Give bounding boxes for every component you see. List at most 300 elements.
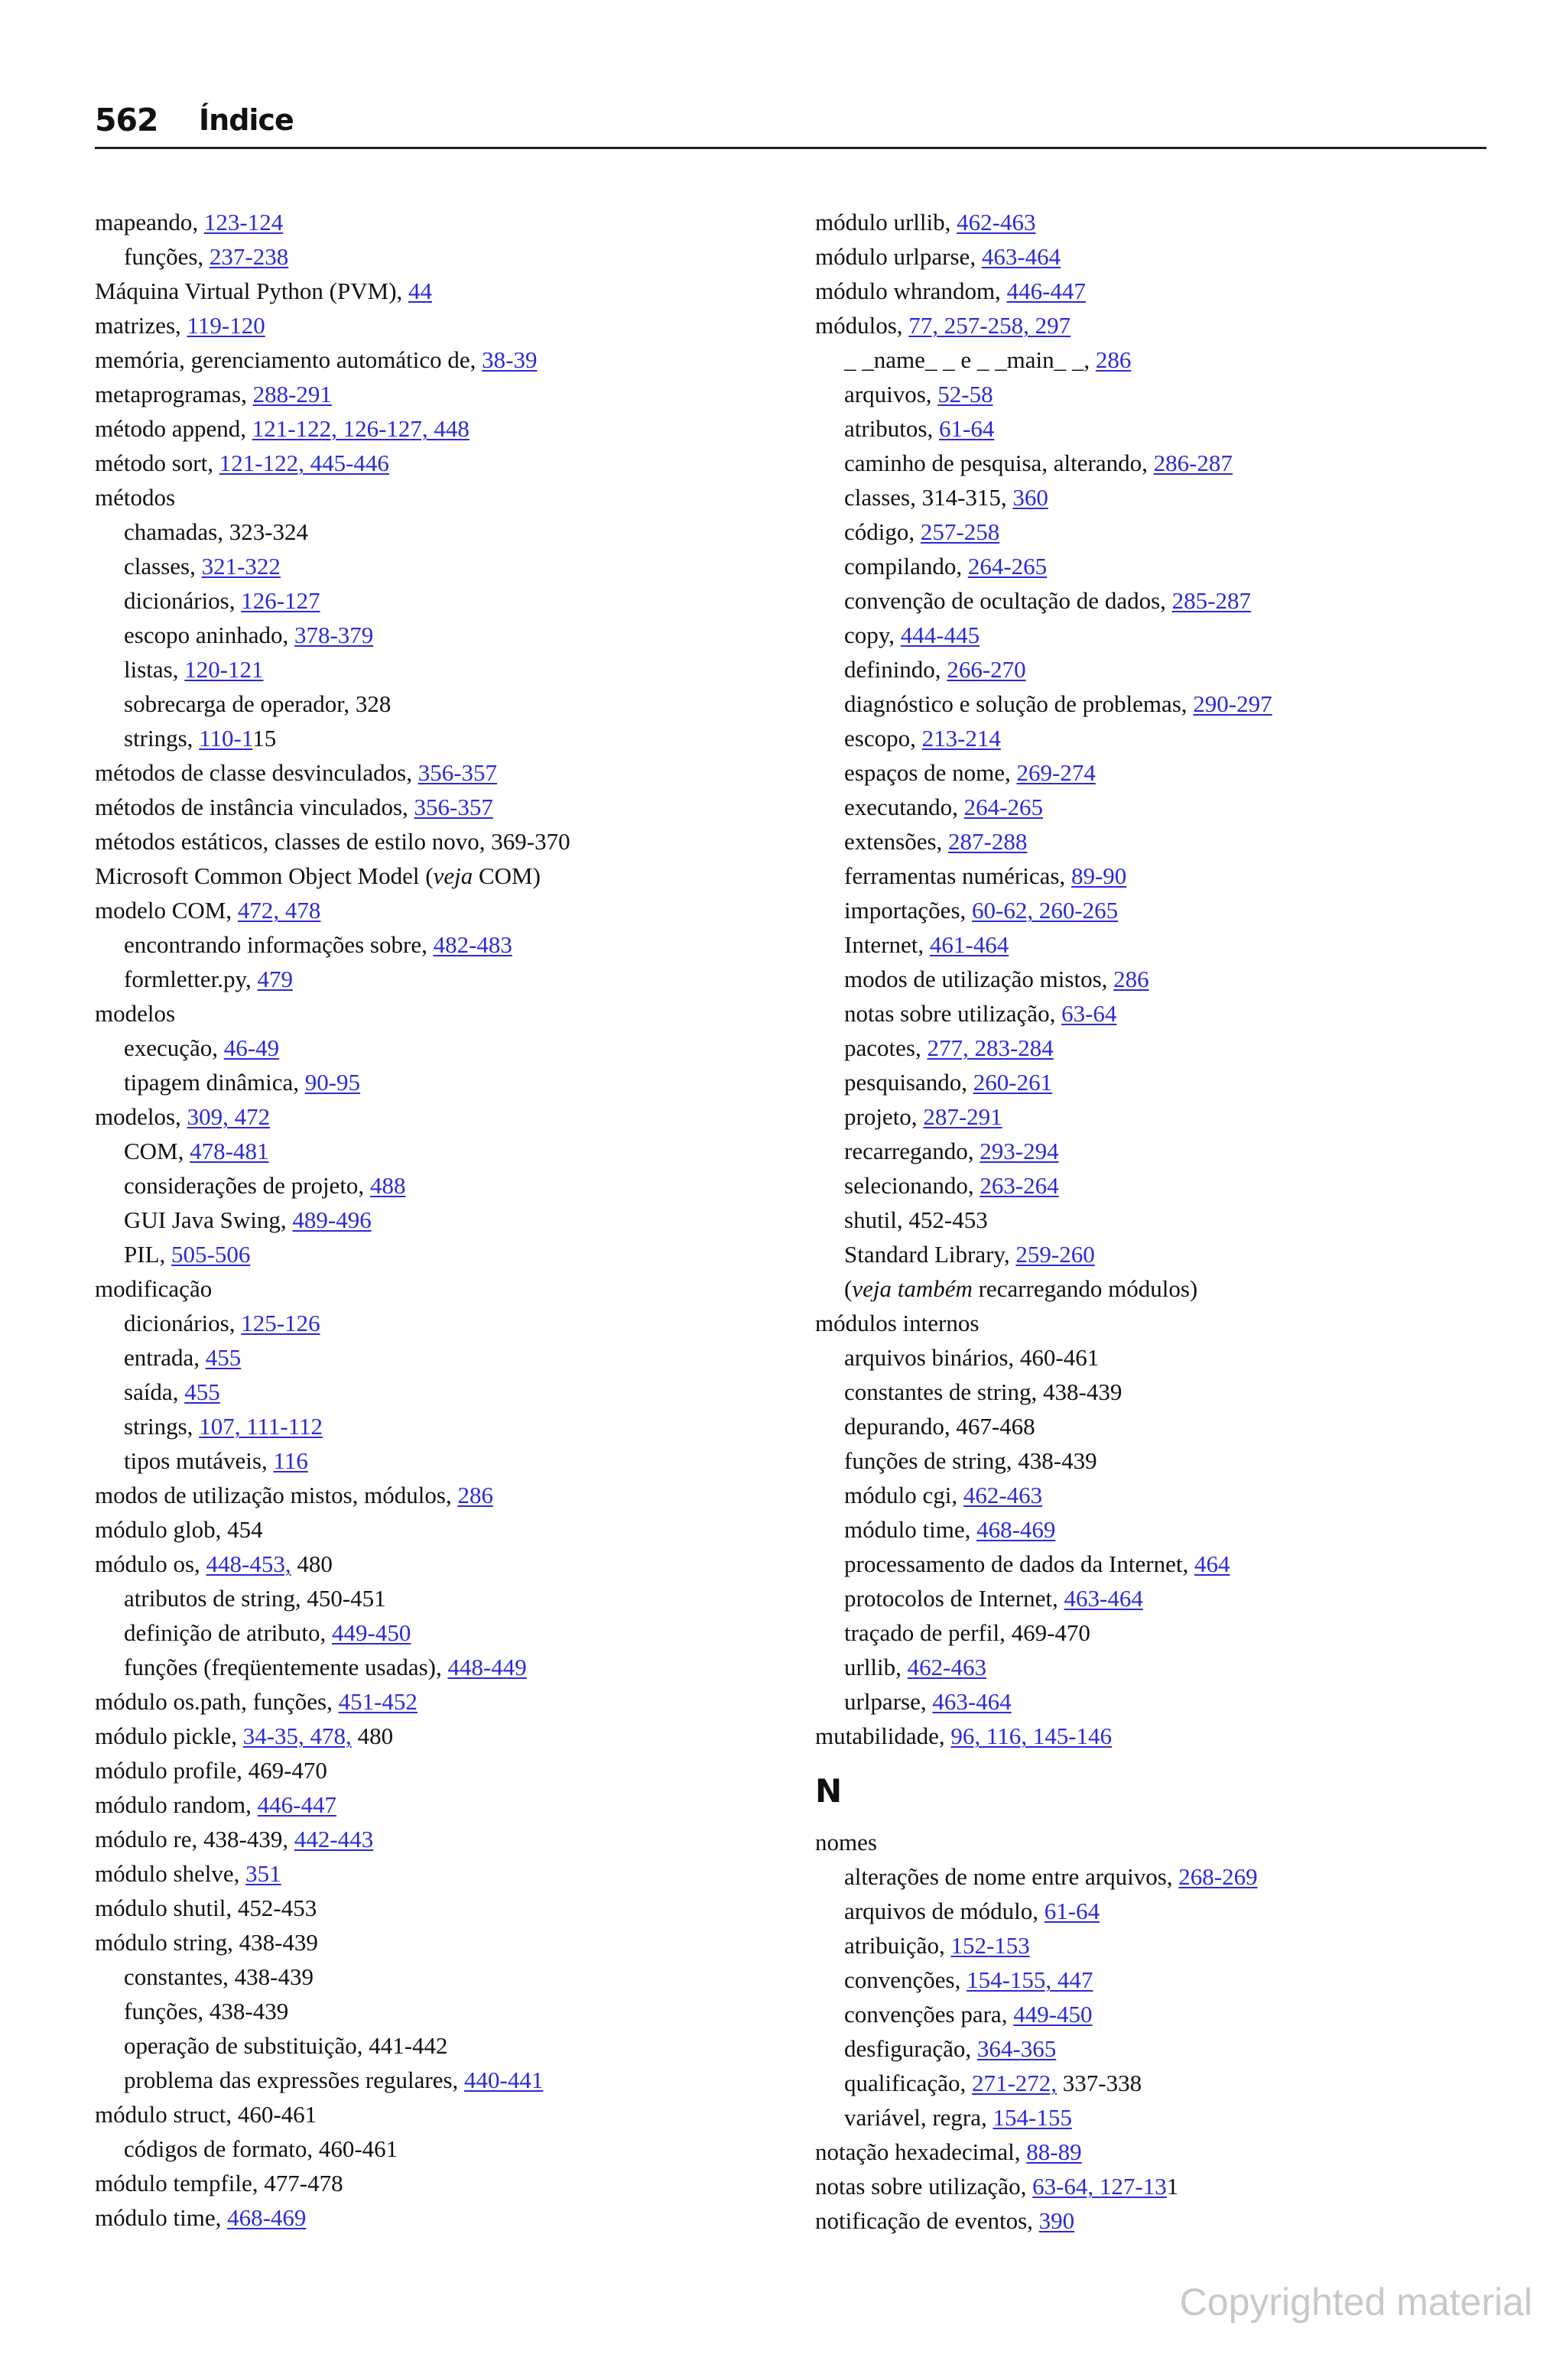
entry-term: GUI Java Swing,: [124, 1206, 293, 1233]
index-entry: [95, 1271, 798, 1306]
entry-term: qualificação,: [844, 2070, 972, 2096]
entry-term: strings,: [124, 725, 200, 752]
entry-term: funções de string, 438-439: [844, 1447, 1097, 1474]
index-subentry: [95, 1375, 798, 1409]
index-entry: [815, 308, 1488, 343]
index-entry: [95, 2200, 798, 2235]
index-entry: [815, 1306, 1488, 1340]
index-section-m-continued: [815, 205, 1488, 1753]
index-subentry: [95, 618, 798, 652]
index-subentry: [815, 1409, 1488, 1443]
entry-term: módulo time,: [95, 2204, 228, 2231]
entry-term: extensões,: [844, 828, 949, 855]
entry-term: notas sobre utilização,: [815, 2173, 1033, 2200]
entry-term: saída,: [124, 1378, 185, 1405]
entry-italic: veja também: [852, 1275, 973, 1302]
index-entry: [815, 205, 1488, 239]
entry-term: compilando,: [844, 553, 968, 580]
page-reference-link[interactable]: 442-443: [294, 1826, 374, 1852]
page-reference-link[interactable]: 119-120: [187, 312, 265, 339]
entry-term: módulo cgi,: [844, 1482, 963, 1508]
entry-term: atributos,: [844, 415, 939, 442]
page-reference-text: 337-338: [1057, 2070, 1142, 2096]
page-reference-link[interactable]: 44: [408, 278, 433, 304]
entry-term: operação de substituição, 441-442: [124, 2032, 448, 2059]
entry-term: pesquisando,: [844, 1069, 973, 1096]
page-reference-link[interactable]: 96, 116, 145-146: [950, 1722, 1113, 1749]
page-reference-link[interactable]: 293-294: [980, 1138, 1059, 1164]
page-reference-link[interactable]: 463-464: [1064, 1585, 1143, 1612]
entry-term: memória, gerenciamento automático de,: [95, 346, 482, 373]
page-reference-link[interactable]: 286: [1113, 966, 1149, 992]
page-reference-link[interactable]: 449-450: [1013, 2001, 1093, 2028]
page-reference-link[interactable]: 446-447: [1006, 278, 1086, 304]
index-subentry: [95, 652, 798, 687]
entry-term: formletter.py,: [124, 966, 258, 992]
index-subentry: [815, 377, 1488, 411]
page-reference-link[interactable]: 121-122, 126-127, 448: [252, 415, 469, 442]
page-reference-link[interactable]: 266-270: [947, 656, 1026, 683]
index-entry: [815, 274, 1488, 308]
page-reference-link[interactable]: 482-483: [433, 931, 512, 958]
entry-term: módulo urlparse,: [815, 243, 982, 270]
entry-term: atribuição,: [844, 1932, 951, 1959]
entry-term: convenções para,: [844, 2001, 1014, 2028]
entry-term: modos de utilização mistos, módulos,: [95, 1482, 458, 1508]
index-entry: [815, 239, 1488, 274]
index-subentry: [815, 1684, 1488, 1719]
entry-term: definindo,: [844, 656, 947, 683]
entry-term: escopo aninhado,: [124, 622, 294, 648]
entry-term: Máquina Virtual Python (PVM),: [95, 278, 409, 304]
index-subentry: [815, 480, 1488, 515]
page-reference-link[interactable]: 116: [273, 1447, 308, 1474]
page-reference-link[interactable]: 440-441: [464, 2067, 544, 2093]
entry-term: variável, regra,: [844, 2104, 993, 2131]
entry-term: selecionando,: [844, 1172, 980, 1199]
index-entry: [95, 2097, 798, 2132]
index-entry: [815, 2169, 1488, 2203]
index-subentry: [95, 583, 798, 618]
entry-term: módulo tempfile, 477-478: [95, 2170, 343, 2197]
index-subentry: [815, 1031, 1488, 1065]
page-reference-link[interactable]: 464: [1194, 1550, 1230, 1577]
index-entry: [95, 274, 798, 308]
page-reference-link[interactable]: 446-447: [257, 1791, 336, 1818]
page-reference-link[interactable]: 52-58: [937, 381, 993, 407]
entry-term: módulo random,: [95, 1791, 258, 1818]
index-section-n: [815, 1825, 1488, 2238]
page-reference-link[interactable]: 290-297: [1193, 690, 1272, 717]
page-reference-link[interactable]: 60-62, 260-265: [972, 897, 1119, 924]
page-header: [95, 101, 1486, 151]
index-column-left: [95, 205, 798, 2235]
index-subentry: [815, 515, 1488, 549]
index-entry: [95, 1753, 798, 1787]
index-subentry: [815, 687, 1488, 721]
index-subentry: [95, 239, 798, 274]
entry-term: modelo COM,: [95, 897, 238, 924]
page-reference-link[interactable]: 462-463: [907, 1654, 986, 1680]
page-reference-link[interactable]: 472, 478: [237, 897, 321, 924]
entry-term: considerações de projeto,: [124, 1172, 370, 1199]
page-reference-link[interactable]: 478-481: [190, 1138, 269, 1164]
index-subentry: [95, 1581, 798, 1615]
index-entry: [95, 1719, 798, 1753]
index-subentry: [95, 2028, 798, 2063]
index-entry: [95, 411, 798, 446]
page-reference-link[interactable]: 259-260: [1015, 1241, 1095, 1268]
page-reference-link[interactable]: 288-291: [252, 381, 332, 407]
index-subentry: [95, 1960, 798, 1994]
entry-term: urlparse,: [844, 1688, 933, 1715]
entry-term: módulos,: [815, 312, 909, 339]
entry-term: módulo re, 438-439,: [95, 1826, 294, 1852]
entry-term: método sort,: [95, 450, 219, 476]
index-subentry: [815, 2100, 1488, 2135]
page-reference-text: 15: [252, 725, 277, 752]
index-entry: [95, 1478, 798, 1512]
page-reference-link[interactable]: 463-464: [932, 1688, 1012, 1715]
page-reference-link[interactable]: 269-274: [1016, 759, 1096, 786]
entry-term: mutabilidade,: [815, 1722, 951, 1749]
entry-term: convenções,: [844, 1966, 967, 1993]
entry-term: execução,: [124, 1034, 224, 1061]
entry-term: entrada,: [124, 1344, 206, 1371]
page-reference-link[interactable]: 286: [1095, 346, 1132, 373]
entry-term: projeto,: [844, 1103, 924, 1130]
page-reference-link[interactable]: 257-258: [920, 518, 1000, 545]
index-subentry: [815, 721, 1488, 755]
index-subentry: [815, 1928, 1488, 1963]
index-entry: [95, 480, 798, 515]
entry-term: shutil, 452-453: [844, 1206, 988, 1233]
entry-term: Standard Library,: [844, 1241, 1016, 1268]
entry-term: métodos de classe desvinculados,: [95, 759, 418, 786]
page-reference-link[interactable]: 468-469: [227, 2204, 307, 2231]
entry-term: caminho de pesquisa, alterando,: [844, 450, 1154, 476]
entry-term: métodos de instância vinculados,: [95, 794, 414, 820]
page-reference-link[interactable]: 34-35, 478,: [242, 1722, 352, 1749]
entry-term: método append,: [95, 415, 252, 442]
copyright-watermark: Copyrighted material: [1179, 2281, 1532, 2323]
page-reference-link[interactable]: 364-365: [976, 2035, 1057, 2062]
index-subentry: [815, 1859, 1488, 1894]
page-reference-text: 480: [291, 1550, 333, 1577]
index-entry: [95, 859, 798, 893]
page-reference-link[interactable]: 461-464: [929, 931, 1009, 958]
entry-term: (: [844, 1275, 853, 1302]
page-reference-link[interactable]: 123-124: [203, 209, 284, 235]
index-subentry: [815, 2031, 1488, 2066]
entry-term: módulo shelve,: [95, 1860, 246, 1887]
entry-term: arquivos binários, 460-461: [844, 1344, 1100, 1371]
index-subentry: [815, 1581, 1488, 1615]
index-subentry: [95, 2132, 798, 2166]
entry-term: convenção de ocultação de dados,: [844, 587, 1172, 614]
index-subentry: [95, 1203, 798, 1237]
entry-term: arquivos,: [844, 381, 938, 407]
index-entry: [815, 2135, 1488, 2169]
page-reference-link[interactable]: 455: [205, 1344, 242, 1371]
index-subentry: [95, 1031, 798, 1065]
index-entry: [95, 343, 798, 377]
entry-term: funções,: [124, 243, 210, 270]
entry-term: notação hexadecimal,: [815, 2138, 1027, 2165]
page-reference-link[interactable]: 444-445: [900, 622, 980, 648]
page-reference-link[interactable]: 505-506: [171, 1241, 251, 1268]
page-reference-link[interactable]: 46-49: [223, 1034, 280, 1061]
index-subentry: [815, 1271, 1488, 1306]
index-subentry: [815, 1478, 1488, 1512]
index-subentry: [815, 1894, 1488, 1928]
index-entry: [95, 893, 798, 927]
entry-term: ferramentas numéricas,: [844, 862, 1071, 889]
entry-term: códigos de formato, 460-461: [124, 2135, 398, 2162]
index-entry: [95, 824, 798, 859]
index-subentry: [815, 549, 1488, 583]
page-reference-link[interactable]: 268-269: [1178, 1863, 1258, 1890]
index-subentry: [815, 824, 1488, 859]
entry-term: modos de utilização mistos,: [844, 966, 1114, 992]
entry-term: encontrando informações sobre,: [124, 931, 434, 958]
page-reference-link[interactable]: 287-288: [948, 828, 1028, 855]
index-entry: [95, 996, 798, 1031]
index-entry: [95, 377, 798, 411]
page-reference-link[interactable]: 152-153: [950, 1932, 1030, 1959]
page-reference-link[interactable]: 263-264: [980, 1172, 1059, 1199]
index-subentry: [815, 996, 1488, 1031]
page-reference-link[interactable]: 285-287: [1171, 587, 1251, 614]
entry-term-rest: COM): [473, 862, 541, 889]
page-number: 562: [95, 102, 158, 138]
entry-term: recarregando,: [844, 1138, 980, 1164]
page-reference-link[interactable]: 455: [184, 1378, 220, 1405]
page-reference-link[interactable]: 89-90: [1071, 862, 1127, 889]
index-subentry: [95, 1237, 798, 1271]
page-title: Índice: [199, 103, 294, 137]
entry-term: modelos,: [95, 1103, 187, 1130]
entry-term: alterações de nome entre arquivos,: [844, 1863, 1179, 1890]
index-subentry: [95, 549, 798, 583]
page-reference-link[interactable]: 237-238: [209, 243, 289, 270]
entry-term: depurando, 467-468: [844, 1413, 1035, 1440]
index-subentry: [815, 790, 1488, 824]
entry-term: urllib,: [844, 1654, 908, 1680]
page-reference-link[interactable]: 449-450: [332, 1619, 411, 1646]
index-subentry: [95, 1994, 798, 2028]
index-entry: [95, 1787, 798, 1822]
index-subentry: [815, 1065, 1488, 1099]
index-entry: [95, 790, 798, 824]
entry-term: módulo glob, 454: [95, 1516, 263, 1543]
index-subentry: [95, 1168, 798, 1203]
entry-term: pacotes,: [844, 1034, 928, 1061]
entry-term: problema das expressões regulares,: [124, 2067, 465, 2093]
entry-term: módulo whrandom,: [815, 278, 1007, 304]
index-subentry: [815, 343, 1488, 377]
index-subentry: [95, 1615, 798, 1650]
index-subentry: [815, 652, 1488, 687]
page-reference-link[interactable]: 120-121: [184, 656, 264, 683]
page-reference-link[interactable]: 110-1: [199, 725, 253, 752]
page-reference-link[interactable]: 448-453,: [206, 1550, 291, 1577]
entry-term: metaprogramas,: [95, 381, 253, 407]
entry-term: código,: [844, 518, 921, 545]
index-subentry: [815, 1615, 1488, 1650]
index-entry: [95, 1822, 798, 1856]
page-reference-link[interactable]: 360: [1012, 484, 1048, 511]
page-reference-link[interactable]: 271-272,: [971, 2070, 1058, 2096]
index-entry: [95, 308, 798, 343]
page-reference-link[interactable]: 88-89: [1026, 2138, 1082, 2165]
entry-term: arquivos de módulo,: [844, 1898, 1045, 1924]
page-reference-link[interactable]: 468-469: [976, 1516, 1056, 1543]
entry-term: listas,: [124, 656, 185, 683]
page-reference-link[interactable]: 390: [1038, 2207, 1075, 2234]
index-subentry: [815, 1443, 1488, 1478]
index-subentry: [95, 1409, 798, 1443]
page-reference-link[interactable]: 61-64: [1044, 1898, 1100, 1924]
index-subentry: [815, 1134, 1488, 1168]
entry-term: módulo profile, 469-470: [95, 1757, 327, 1784]
entry-term: escopo,: [844, 725, 922, 752]
entry-term: módulo time,: [844, 1516, 977, 1543]
index-subentry: [815, 1650, 1488, 1684]
page-reference-link[interactable]: 125-126: [241, 1310, 320, 1336]
page-reference-link[interactable]: 154-155, 447: [967, 1966, 1093, 1993]
entry-term: executando,: [844, 794, 964, 820]
entry-term: tipos mutáveis,: [124, 1447, 274, 1474]
index-subentry: [815, 1099, 1488, 1134]
index-subentry: [95, 1134, 798, 1168]
index-subentry: [95, 687, 798, 721]
index-subentry: [815, 1997, 1488, 2031]
page-reference-link[interactable]: 264-265: [963, 794, 1043, 820]
page-reference-link[interactable]: 286: [457, 1482, 493, 1508]
page-reference-link[interactable]: 463-464: [981, 243, 1061, 270]
entry-term: módulo os,: [95, 1550, 206, 1577]
index-subentry: [815, 1963, 1488, 1997]
entry-term: diagnóstico e solução de problemas,: [844, 690, 1194, 717]
entry-term: _ _name_ _ e _ _main_ _,: [844, 346, 1096, 373]
index-subentry: [815, 1340, 1488, 1375]
page-reference-link[interactable]: 479: [257, 966, 293, 992]
entry-term: mapeando,: [95, 209, 204, 235]
index-entry: [95, 1684, 798, 1719]
entry-term: protocolos de Internet,: [844, 1585, 1064, 1612]
page-reference-link[interactable]: 489-496: [292, 1206, 372, 1233]
entry-term: módulo string, 438-439: [95, 1929, 318, 1956]
entry-term: funções (freqüentemente usadas),: [124, 1654, 448, 1680]
entry-term: desfiguração,: [844, 2035, 977, 2062]
page-reference-link[interactable]: 264-265: [967, 553, 1048, 580]
index-entry: [95, 1891, 798, 1925]
page-reference-link[interactable]: 448-449: [447, 1654, 527, 1680]
page-reference-link[interactable]: 77, 257-258, 297: [908, 312, 1071, 339]
index-subentry: [815, 1512, 1488, 1547]
index-entry: [95, 205, 798, 239]
entry-term: importações,: [844, 897, 973, 924]
index-subentry: [815, 618, 1488, 652]
entry-term: espaços de nome,: [844, 759, 1017, 786]
index-subentry: [95, 721, 798, 755]
header-rule: [95, 147, 1486, 149]
entry-term: modificação: [95, 1275, 213, 1302]
page-reference-text: 480: [351, 1722, 394, 1749]
index-entry: [815, 2203, 1488, 2238]
entry-term: chamadas, 323-324: [124, 518, 309, 545]
entry-term: módulo struct, 460-461: [95, 2101, 317, 2128]
page-reference-link[interactable]: 287-291: [923, 1103, 1002, 1130]
entry-term: módulos internos: [815, 1310, 980, 1336]
entry-term: definição de atributo,: [124, 1619, 333, 1646]
page-reference-link[interactable]: 126-127: [241, 587, 320, 614]
page-reference-link[interactable]: 309, 472: [187, 1103, 271, 1130]
index-entry: [95, 2166, 798, 2200]
index-column-right: [815, 205, 1488, 2238]
page-reference-link[interactable]: 213-214: [921, 725, 1001, 752]
page-reference-link[interactable]: 277, 283-284: [927, 1034, 1054, 1061]
entry-term: Internet,: [844, 931, 930, 958]
index-subentry: [815, 1237, 1488, 1271]
index-subentry: [815, 411, 1488, 446]
index-subentry: [95, 515, 798, 549]
page-reference-link[interactable]: 121-122, 445-446: [219, 450, 389, 476]
index-subentry: [815, 755, 1488, 790]
page-reference-link[interactable]: 38-39: [482, 346, 538, 373]
index-subentry: [815, 1203, 1488, 1237]
entry-term: Microsoft Common Object Model (: [95, 862, 434, 889]
index-subentry: [815, 1547, 1488, 1581]
entry-term: processamento de dados da Internet,: [844, 1550, 1194, 1577]
page-reference-link[interactable]: 351: [245, 1860, 281, 1887]
page-reference-link[interactable]: 462-463: [957, 209, 1036, 235]
page-reference-text: 1: [1166, 2173, 1179, 2200]
page-reference-link[interactable]: 90-95: [304, 1069, 361, 1096]
page-reference-link[interactable]: 451-452: [338, 1688, 417, 1715]
entry-term: constantes de string, 438-439: [844, 1378, 1123, 1405]
index-subentry: [815, 1375, 1488, 1409]
page-reference-link[interactable]: 63-64: [1061, 1000, 1117, 1027]
page-reference-link[interactable]: 63-64, 127-13: [1032, 2173, 1167, 2200]
index-entry: [95, 1925, 798, 1960]
page-reference-link[interactable]: 488: [369, 1172, 406, 1199]
page-reference-link[interactable]: 462-463: [963, 1482, 1043, 1508]
index-subentry: [95, 2063, 798, 2097]
page-reference-link[interactable]: 154-155: [993, 2104, 1072, 2131]
entry-term: módulo urllib,: [815, 209, 957, 235]
page-reference-link[interactable]: 356-357: [417, 759, 498, 786]
entry-term: funções, 438-439: [124, 1998, 289, 2024]
index-subentry: [815, 583, 1488, 618]
entry-term: traçado de perfil, 469-470: [844, 1619, 1090, 1646]
page-reference-link[interactable]: 107, 111-112: [199, 1413, 323, 1440]
index-subentry: [815, 893, 1488, 927]
index-subentry: [95, 1443, 798, 1478]
page-reference-link[interactable]: 61-64: [939, 415, 995, 442]
page-reference-link[interactable]: 378-379: [294, 622, 374, 648]
page-reference-link[interactable]: 321-322: [201, 553, 281, 580]
page-reference-link[interactable]: 260-261: [973, 1069, 1053, 1096]
index-subentry: [95, 1650, 798, 1684]
page-reference-link[interactable]: 356-357: [414, 794, 493, 820]
entry-term: strings,: [124, 1413, 200, 1440]
page-reference-link[interactable]: 286-287: [1153, 450, 1233, 476]
entry-term: classes, 314-315,: [844, 484, 1013, 511]
entry-term: COM,: [124, 1138, 190, 1164]
index-entry: [95, 446, 798, 480]
